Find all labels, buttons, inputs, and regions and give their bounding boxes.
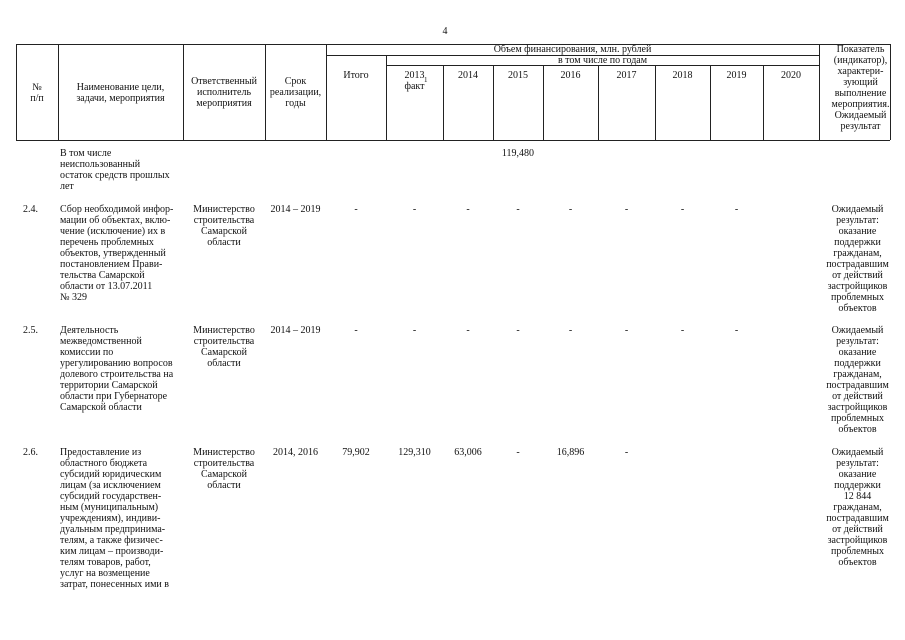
header-year-2018: 2018 (672, 70, 693, 81)
row-number: 2.6. (23, 447, 38, 458)
row-value: - (516, 204, 520, 215)
row-number: 2.5. (23, 325, 38, 336)
header-total: Итого (343, 70, 369, 81)
header-bottom-border (16, 140, 890, 141)
row-value: - (568, 325, 573, 336)
header-year-2016: 2016 (560, 70, 581, 81)
row-value: - (354, 204, 358, 215)
row-name: Сбор необходимой инфор- мации об объектах, вклю- чение (исключение) их в перечень проблемных объектов, утвержденный постановлением Прави- тельства Самарской области от 13.07.2011 № 329 (60, 204, 174, 303)
header-funding: Объем финансирования, млн. рублей (493, 44, 652, 55)
column-line (326, 44, 327, 140)
header-year-2020: 2020 (781, 70, 801, 81)
row-value: - (734, 325, 739, 336)
row-name: Деятельность межведомственной комиссии по урегулированию вопросов долевого строительства на территории Самарской области при Губернаторе Самарской области (60, 325, 174, 413)
row-executor: Министерство строительства Самарской области (193, 204, 255, 248)
header-year-2019: 2019 (726, 70, 747, 81)
header-year-2013: 2013 факт (404, 70, 425, 92)
row-value: 79,902 (342, 447, 370, 458)
row-value: 16,896 (556, 447, 585, 458)
row-result: Ожидаемый результат: оказание поддержки гражданам, пострадавшим от действий застройщиков проблемных объектов (826, 204, 889, 314)
row-value: - (516, 325, 520, 336)
row-value: - (354, 325, 358, 336)
row-value: - (568, 204, 573, 215)
footnote-mark: 1 (424, 76, 428, 84)
row-value: - (624, 204, 629, 215)
row-executor: Министерство строительства Самарской области (193, 447, 255, 491)
header-by-years: в том числе по годам (557, 55, 648, 66)
row-period: 2014 – 2019 (270, 204, 321, 215)
row-result: Ожидаемый результат: оказание поддержки 12 844 гражданам, пострадавшим от действий застройщиков проблемных объектов (826, 447, 889, 568)
row-number: 2.4. (23, 204, 38, 215)
row-executor: Министерство строительства Самарской области (193, 325, 255, 369)
row-value: - (680, 204, 685, 215)
row-value: - (466, 204, 470, 215)
row-value: - (734, 204, 739, 215)
page-number: 4 (442, 26, 448, 37)
row-value: - (412, 204, 417, 215)
header-year-2015: 2015 (508, 70, 528, 81)
row-value: - (466, 325, 470, 336)
row-period: 2014 – 2019 (270, 325, 321, 336)
header-year-2017: 2017 (616, 70, 637, 81)
row-value: - (624, 447, 629, 458)
row-name: В том числе неиспользованный остаток средств прошлых лет (60, 148, 170, 192)
row-value: - (680, 325, 685, 336)
row-result: Ожидаемый результат: оказание поддержки гражданам, пострадавшим от действий застройщиков проблемных объектов (826, 325, 889, 435)
header-year-2014: 2014 (458, 70, 478, 81)
row-value: 119,480 (501, 148, 535, 159)
row-value: - (516, 447, 520, 458)
header-name: Наименование цели, задачи, мероприятия (76, 82, 165, 104)
header-num: № п/п (30, 82, 44, 104)
header-executor: Ответственный исполнитель мероприятия (191, 76, 257, 109)
column-line (386, 55, 387, 140)
header-period: Срок реализации, годы (269, 76, 322, 109)
row-period: 2014, 2016 (273, 447, 318, 458)
header-indicator: Показатель (индикатор), характери- зующий выполнение мероприятия. Ожидаемый результат (831, 44, 890, 132)
row-value: - (412, 325, 417, 336)
row-value: - (624, 325, 629, 336)
row-name: Предоставление из областного бюджета субсидий юридическим лицам (за исключением субсидий государствен- ным (муниципальным) учреждениям), индиви- дуальным предпринима- телям, а также физичес- ким лицам – производи- телям товаров, работ, услуг на возмещение затрат, понесенных ими в (60, 447, 169, 590)
row-value: 63,006 (454, 447, 482, 458)
row-value: 129,310 (398, 447, 431, 458)
